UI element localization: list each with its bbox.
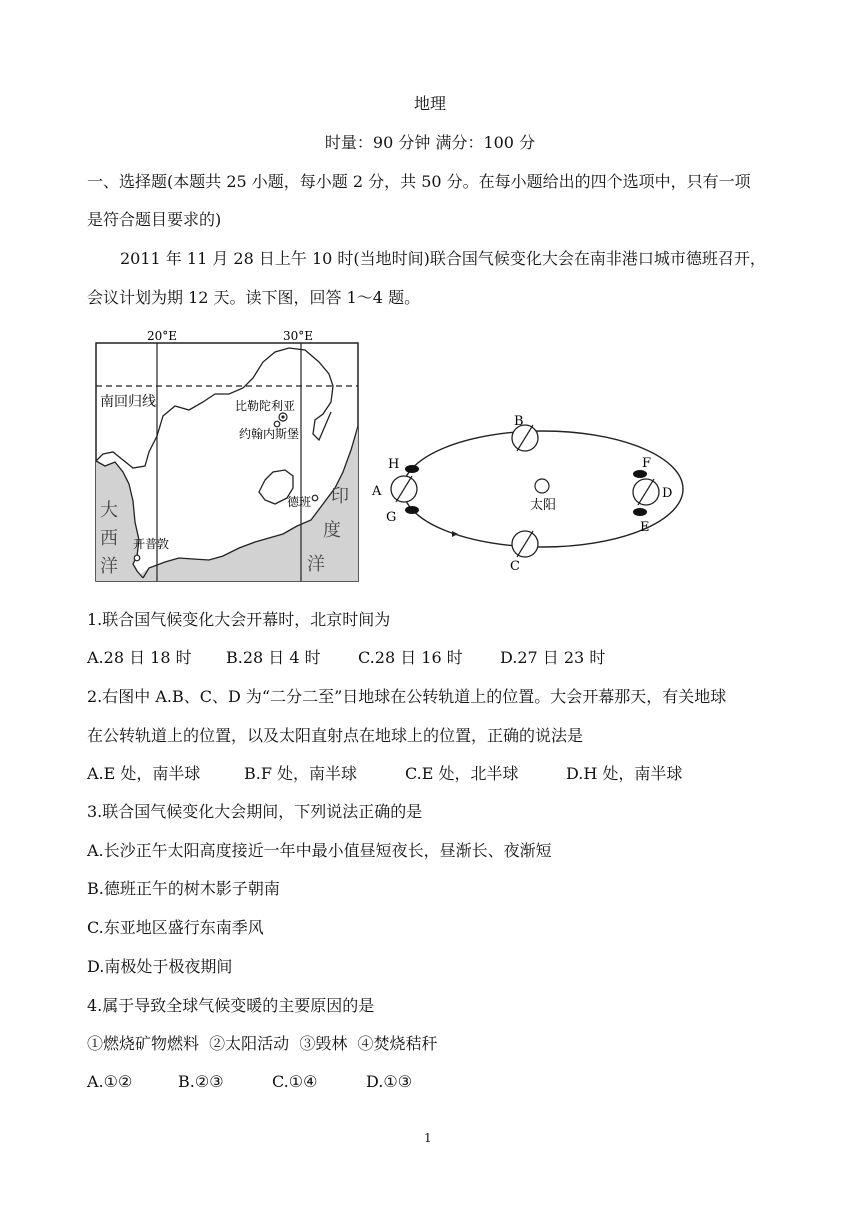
exam-time-info: 时量：90 分钟 满分：100 分 <box>324 133 536 152</box>
q2-option-c: C.E 处，北半球 <box>405 764 519 783</box>
q1-option-c: C.28 日 16 时 <box>358 648 463 667</box>
earth-position-h <box>405 465 419 473</box>
intro-line1: 2011 年 11 月 28 日上午 10 时(当地时间)联合国气候变化大会在南非港口城市德班召开， <box>120 249 766 268</box>
indian-char-2: 度 <box>323 520 341 541</box>
earth-position-e <box>633 508 647 516</box>
q2-option-a: A.E 处，南半球 <box>87 764 201 783</box>
atlantic-char-2: 西 <box>100 528 118 549</box>
intro-line2: 会议计划为期 12 天。读下图，回答 1～4 题。 <box>87 288 421 307</box>
section-heading-line2: 是符合题目要求的) <box>87 210 222 229</box>
south-africa-map <box>93 326 363 584</box>
q3-option-d: D.南极处于极夜期间 <box>87 957 233 976</box>
page-number: 1 <box>424 1131 432 1145</box>
q1-stem: 1.联合国气候变化大会开幕时，北京时间为 <box>87 610 391 629</box>
q2-stem-line1: 2.右图中 A.B、C、D 为“二分二至”日地球在公转轨道上的位置。大会开幕那天，有关地球 <box>87 687 727 706</box>
sun <box>535 479 549 493</box>
tropic-label: 南回归线 <box>100 394 156 410</box>
q1-option-b: B.28 日 4 时 <box>226 648 321 667</box>
q4-option-a: A.①② <box>87 1072 133 1091</box>
earth-orbit-diagram <box>366 400 686 580</box>
label-h: H <box>388 457 400 472</box>
label-e: E <box>640 520 650 535</box>
indian-char-1: 印 <box>331 486 349 507</box>
section-heading-line1: 一、选择题(本题共 25 小题，每小题 2 分，共 50 分。在每小题给出的四个选项中，只有一项 <box>87 172 751 191</box>
q1-option-d: D.27 日 23 时 <box>500 648 606 667</box>
q3-option-b: B.德班正午的树木影子朝南 <box>87 879 280 898</box>
atlantic-char-3: 洋 <box>100 556 118 577</box>
earth-position-c <box>512 531 538 557</box>
label-g: G <box>386 510 397 525</box>
label-b: B <box>514 414 524 429</box>
earth-position-a <box>391 476 417 502</box>
sun-label: 太阳 <box>530 498 557 513</box>
q2-option-b: B.F 处，南半球 <box>244 764 358 783</box>
label-c: C <box>510 559 520 574</box>
label-a: A <box>372 484 382 499</box>
q4-items: ①燃烧矿物燃料 ②太阳活动 ③毁林 ④焚烧秸秆 <box>87 1034 438 1053</box>
atlantic-char-1: 大 <box>100 500 118 521</box>
johannesburg-marker <box>274 421 280 427</box>
q3-option-c: C.东亚地区盛行东南季风 <box>87 918 264 937</box>
durban-label: 德班 <box>287 495 312 509</box>
lon-30-label: 30°E <box>283 329 314 343</box>
earth-position-g <box>405 506 419 514</box>
q4-stem: 4.属于导致全球气候变暖的主要原因的是 <box>87 996 375 1015</box>
label-d: D <box>662 486 673 501</box>
capetown-label: 开普敦 <box>133 537 170 551</box>
earth-position-f <box>633 470 647 478</box>
q3-stem: 3.联合国气候变化大会期间，下列说法正确的是 <box>87 802 423 821</box>
capetown-marker <box>134 555 140 561</box>
durban-marker <box>312 495 318 501</box>
q4-option-b: B.②③ <box>178 1072 224 1091</box>
pretoria-label: 比勒陀利亚 <box>235 399 296 413</box>
earth-position-d <box>633 479 659 505</box>
johannesburg-label: 约翰内斯堡 <box>239 427 300 441</box>
q4-option-c: C.①④ <box>272 1072 318 1091</box>
lon-20-label: 20°E <box>147 329 178 343</box>
page-title: 地理 <box>413 94 446 113</box>
indian-char-3: 洋 <box>307 554 325 575</box>
q2-option-d: D.H 处，南半球 <box>566 764 683 783</box>
q4-option-d: D.①③ <box>366 1072 413 1091</box>
label-f: F <box>642 456 652 471</box>
q3-option-a: A.长沙正午太阳高度接近一年中最小值昼短夜长，昼渐长、夜渐短 <box>87 841 552 860</box>
q1-option-a: A.28 日 18 时 <box>87 648 192 667</box>
q2-stem-line2: 在公转轨道上的位置，以及太阳直射点在地球上的位置，正确的说法是 <box>87 726 584 745</box>
